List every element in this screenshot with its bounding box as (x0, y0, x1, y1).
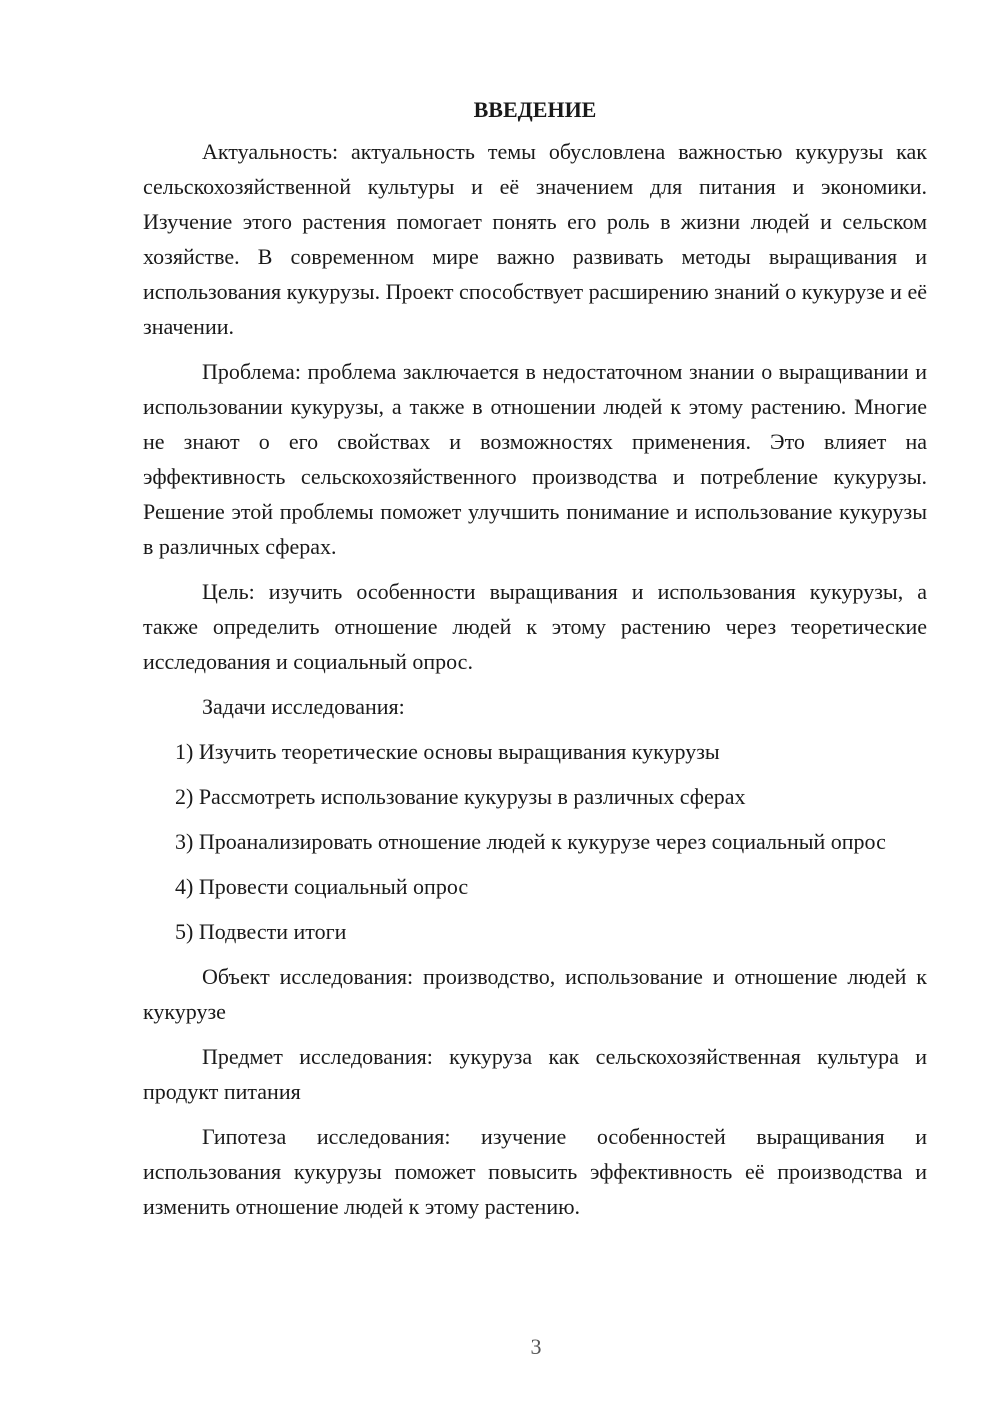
task-item: 2) Рассмотреть использование кукурузы в различных сферах (175, 784, 746, 809)
task-item: 1) Изучить теоретические основы выращивания кукурузы (175, 739, 720, 764)
section-title: ВВЕДЕНИЕ (473, 97, 597, 122)
tasks-heading: Задачи исследования: (202, 694, 405, 719)
subject-paragraph: Предмет исследования: кукуруза как сельскохозяйственная культура и продукт питания (143, 1044, 927, 1104)
task-item: 4) Провести социальный опрос (175, 874, 469, 899)
object-paragraph: Объект исследования: производство, использование и отношение людей к кукурузе (143, 964, 927, 1024)
task-item: 5) Подвести итоги (175, 919, 347, 944)
hypothesis-paragraph: Гипотеза исследования: изучение особенностей выращивания и использования кукурузы поможет повысить эффективность её производства и изменить отношение людей к этому растению. (143, 1124, 927, 1219)
relevance-paragraph: Актуальность: актуальность темы обусловлена важностью кукурузы как сельскохозяйственной культуры и её значением для питания и экономики. Изучение этого растения помогает понять его роль в жизни людей и сельском хозяйстве. В современном мире важно развивать методы выращивания и использования кукурузы. Проект способствует расширению знаний о кукурузе и её значении. (143, 139, 927, 339)
problem-paragraph: Проблема: проблема заключается в недостаточном знании о выращивании и использовании кукурузы, а также в отношении людей к этому растению. Многие не знают о его свойствах и возможностях применения. Это влияет на эффективность сельскохозяйственного производства и потребление кукурузы. Решение этой проблемы поможет улучшить понимание и использование кукурузы в различных сферах. (143, 359, 927, 559)
document-page (143, 92, 927, 1234)
goal-paragraph: Цель: изучить особенности выращивания и использования кукурузы, а также определить отношение людей к этому растению через теоретические исследования и социальный опрос. (143, 579, 927, 674)
task-item: 3) Проанализировать отношение людей к кукурузе через социальный опрос (175, 829, 886, 854)
page-number: 3 (530, 1334, 542, 1359)
